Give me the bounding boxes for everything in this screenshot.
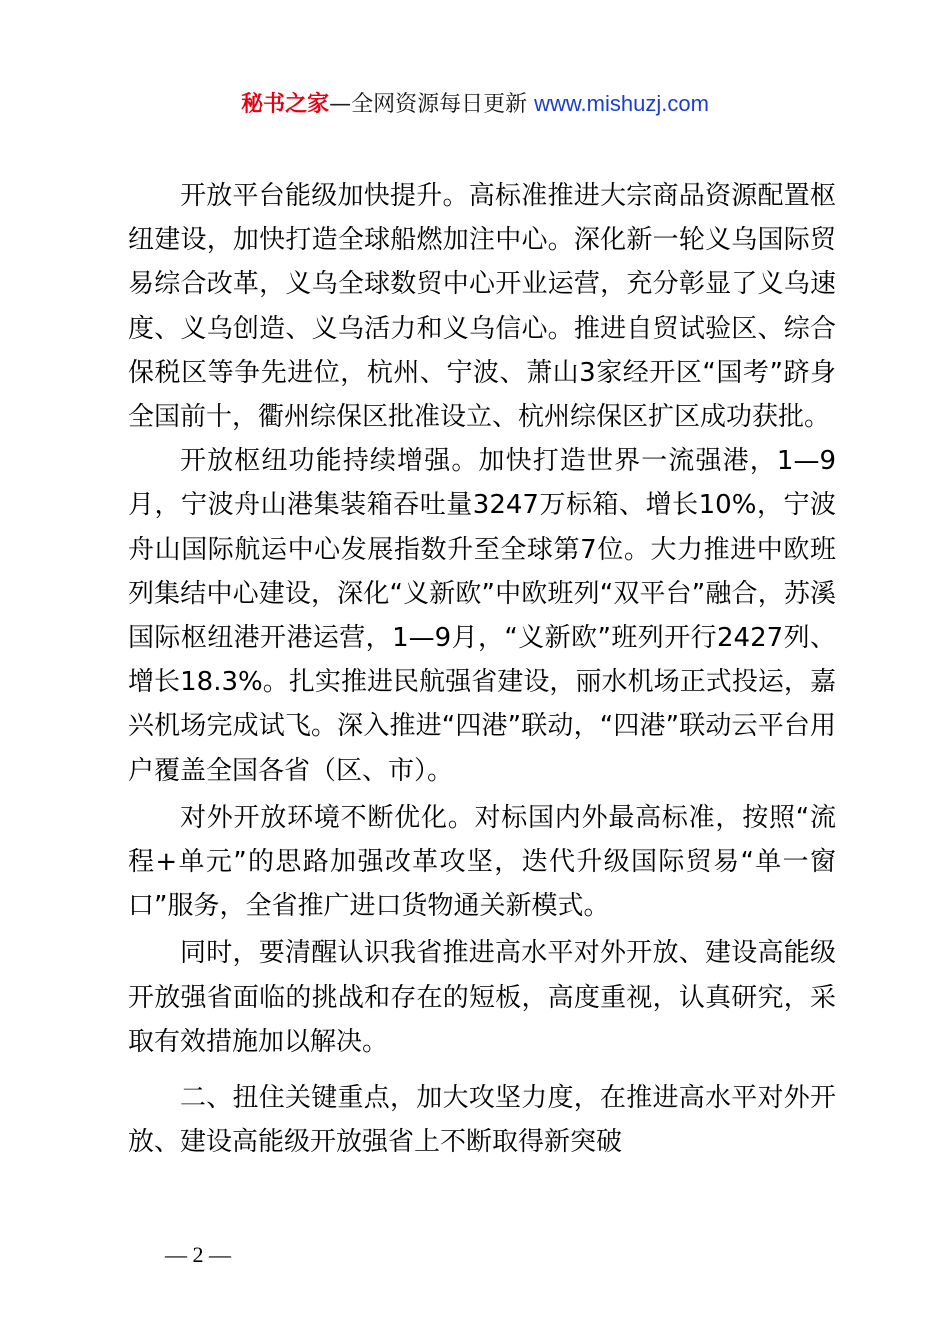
brand-name: 秘书之家 — [241, 92, 330, 117]
document-body — [128, 174, 836, 1164]
paragraph-open-platform: 开放平台能级加快提升。高标准推进大宗商品资源配置枢纽建设，加快打造全球船燃加注中心。深化新一轮义乌国际贸易综合改革，义乌全球数贸中心开业运营，充分彰显了义乌速度、义乌创造、义乌活力和义乌信心。推进自贸试验区、综合保税区等争先进位，杭州、宁波、萧山3家经开区“国考”跻身全国前十，衢州综保区批准设立、杭州综保区扩区成功获批。 — [128, 181, 836, 433]
page-number: — 2 — — [165, 1242, 231, 1267]
paragraph-challenges: 同时，要清醒认识我省推进高水平对外开放、建设高能级开放强省面临的挑战和存在的短板，高度重视，认真研究，采取有效措施加以解决。 — [128, 938, 836, 1057]
paragraph-open-environment: 对外开放环境不断优化。对标国内外最高标准，按照“流程+单元”的思路加强改革攻坚，迭代升级国际贸易“单一窗口”服务，全省推广进口货物通关新模式。 — [128, 802, 836, 922]
paragraph-open-hub: 开放枢纽功能持续增强。加快打造世界一流强港，1—9月，宁波舟山港集装箱吞吐量3247万标箱、增长10%，宁波舟山国际航运中心发展指数升至全球第7位。大力推进中欧班列集结中心建设，深化“义新欧”中欧班列“双平台”融合，苏溪国际枢纽港开港运营，1—9月，“义新欧”班列开行2427列、增长18.3%。扎实推进民航强省建设，丽水机场正式投运，嘉兴机场完成试飞。深入推进“四港”联动，“四港”联动云平台用户覆盖全国各省（区、市）。 — [128, 446, 836, 786]
site-url-link[interactable]: www.mishuzj.com — [534, 91, 709, 116]
header-slogan: 全网资源每日更新 — [351, 92, 528, 117]
header-separator: — — [329, 92, 352, 117]
section-heading: 二、扭住关键重点，加大攻坚力度，在推进高水平对外开放、建设高能级开放强省上不断取得新突破 — [128, 1083, 836, 1158]
site-header — [0, 88, 950, 121]
